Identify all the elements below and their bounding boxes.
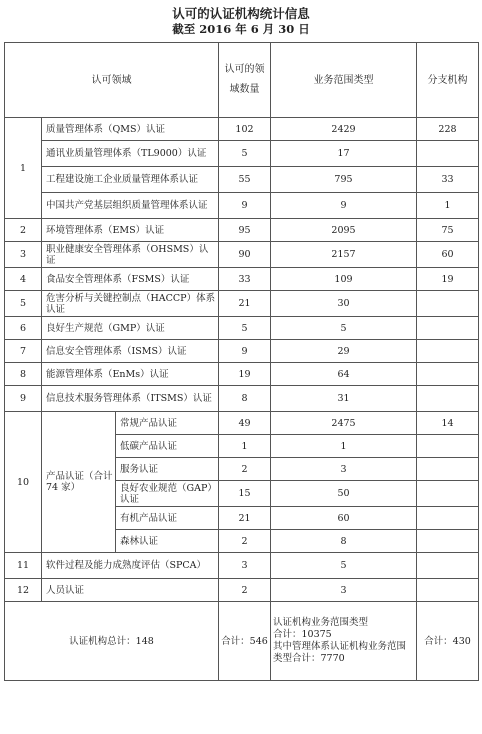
row-branch bbox=[417, 386, 479, 412]
product-sub-name: 低碳产品认证 bbox=[116, 435, 219, 458]
product-sub-name: 服务认证 bbox=[116, 458, 219, 481]
row-count: 19 bbox=[219, 363, 271, 386]
row-branch bbox=[417, 435, 479, 458]
row-number: 11 bbox=[5, 553, 42, 579]
row-field-name: 信息安全管理体系（ISMS）认证 bbox=[42, 340, 219, 363]
row-count: 8 bbox=[219, 386, 271, 412]
table-row bbox=[5, 412, 479, 435]
table-header-row bbox=[5, 43, 479, 118]
total-count: 合计：546 bbox=[219, 602, 271, 681]
total-scope-line-2: 合计：10375 bbox=[273, 629, 332, 640]
row-scope: 64 bbox=[271, 363, 417, 386]
row-scope: 8 bbox=[271, 530, 417, 553]
header-field: 认可领域 bbox=[5, 43, 219, 118]
row-scope: 3 bbox=[271, 458, 417, 481]
row-number: 5 bbox=[5, 291, 42, 317]
table-row bbox=[5, 363, 479, 386]
row-field-name: 能源管理体系（EnMs）认证 bbox=[42, 363, 219, 386]
row-branch: 19 bbox=[417, 268, 479, 291]
row-field-name: 工程建设施工企业质量管理体系认证 bbox=[42, 167, 219, 193]
row-scope: 9 bbox=[271, 193, 417, 219]
row-field-name: 通讯业质量管理体系（TL9000）认证 bbox=[42, 141, 219, 167]
row-field-name: 职业健康安全管理体系（OHSMS）认证 bbox=[42, 242, 219, 268]
row-field-name: 软件过程及能力成熟度评估（SPCA） bbox=[42, 553, 219, 579]
table-row bbox=[5, 193, 479, 219]
row-branch bbox=[417, 458, 479, 481]
table-row bbox=[5, 579, 479, 602]
row-branch: 33 bbox=[417, 167, 479, 193]
table-row bbox=[5, 268, 479, 291]
row-number: 7 bbox=[5, 340, 42, 363]
table-row bbox=[5, 242, 479, 268]
table-row bbox=[5, 317, 479, 340]
row-scope: 17 bbox=[271, 141, 417, 167]
table-row bbox=[5, 141, 479, 167]
row-branch: 1 bbox=[417, 193, 479, 219]
row-count: 9 bbox=[219, 340, 271, 363]
row-branch bbox=[417, 363, 479, 386]
row-count: 21 bbox=[219, 507, 271, 530]
table-row bbox=[5, 291, 479, 317]
row-field-name: 食品安全管理体系（FSMS）认证 bbox=[42, 268, 219, 291]
table-row bbox=[5, 219, 479, 242]
row-scope: 2095 bbox=[271, 219, 417, 242]
page-subtitle: 截至 2016 年 6 月 30 日 bbox=[172, 22, 310, 36]
page-title: 认可的认证机构统计信息 bbox=[172, 6, 310, 21]
row-scope: 1 bbox=[271, 435, 417, 458]
product-group-name: 产品认证（合计 74 家） bbox=[42, 412, 116, 553]
row-branch bbox=[417, 481, 479, 507]
row-count: 5 bbox=[219, 317, 271, 340]
row-field-name: 中国共产党基层组织质量管理体系认证 bbox=[42, 193, 219, 219]
row-field-name: 质量管理体系（QMS）认证 bbox=[42, 118, 219, 141]
row-scope: 31 bbox=[271, 386, 417, 412]
row-scope: 2475 bbox=[271, 412, 417, 435]
row-scope: 2429 bbox=[271, 118, 417, 141]
row-count: 55 bbox=[219, 167, 271, 193]
row-count: 2 bbox=[219, 530, 271, 553]
row-scope: 29 bbox=[271, 340, 417, 363]
row-count: 102 bbox=[219, 118, 271, 141]
row-branch bbox=[417, 340, 479, 363]
row-branch bbox=[417, 553, 479, 579]
row-count: 1 bbox=[219, 435, 271, 458]
row-scope: 60 bbox=[271, 507, 417, 530]
row-count: 9 bbox=[219, 193, 271, 219]
row-branch: 75 bbox=[417, 219, 479, 242]
row-branch: 14 bbox=[417, 412, 479, 435]
row-branch bbox=[417, 530, 479, 553]
row-count: 33 bbox=[219, 268, 271, 291]
total-institutions: 认证机构总计：148 bbox=[5, 602, 219, 681]
row-scope: 5 bbox=[271, 317, 417, 340]
row-branch bbox=[417, 507, 479, 530]
row-number: 2 bbox=[5, 219, 42, 242]
row-number: 3 bbox=[5, 242, 42, 268]
product-sub-name: 森林认证 bbox=[116, 530, 219, 553]
row-branch bbox=[417, 291, 479, 317]
table-row bbox=[5, 118, 479, 141]
row-count: 2 bbox=[219, 579, 271, 602]
row-scope: 109 bbox=[271, 268, 417, 291]
row-field-name: 良好生产规范（GMP）认证 bbox=[42, 317, 219, 340]
row-branch: 228 bbox=[417, 118, 479, 141]
row-count: 3 bbox=[219, 553, 271, 579]
product-sub-name: 良好农业规范（GAP）认证 bbox=[116, 481, 219, 507]
row-count: 15 bbox=[219, 481, 271, 507]
totals-row bbox=[5, 602, 479, 681]
row-count: 2 bbox=[219, 458, 271, 481]
row-number: 1 bbox=[5, 118, 42, 219]
row-count: 90 bbox=[219, 242, 271, 268]
row-field-name: 人员认证 bbox=[42, 579, 219, 602]
row-field-name: 环境管理体系（EMS）认证 bbox=[42, 219, 219, 242]
row-branch bbox=[417, 141, 479, 167]
product-sub-name: 常规产品认证 bbox=[116, 412, 219, 435]
row-scope: 50 bbox=[271, 481, 417, 507]
row-branch: 60 bbox=[417, 242, 479, 268]
header-scope: 业务范围类型 bbox=[271, 43, 417, 118]
row-count: 49 bbox=[219, 412, 271, 435]
row-scope: 2157 bbox=[271, 242, 417, 268]
header-count: 认可的领域数量 bbox=[219, 43, 271, 118]
row-scope: 795 bbox=[271, 167, 417, 193]
row-count: 5 bbox=[219, 141, 271, 167]
row-count: 21 bbox=[219, 291, 271, 317]
row-number: 9 bbox=[5, 386, 42, 412]
row-branch bbox=[417, 317, 479, 340]
row-scope: 3 bbox=[271, 579, 417, 602]
header-branch: 分支机构 bbox=[417, 43, 479, 118]
statistics-table bbox=[4, 42, 479, 681]
product-sub-name: 有机产品认证 bbox=[116, 507, 219, 530]
total-scope-line-3: 其中管理体系认证机构业务范围类型合计：7770 bbox=[273, 641, 407, 664]
table-row bbox=[5, 553, 479, 579]
row-field-name: 危害分析与关键控制点（HACCP）体系认证 bbox=[42, 291, 219, 317]
row-number: 4 bbox=[5, 268, 42, 291]
total-branch: 合计：430 bbox=[417, 602, 479, 681]
row-count: 95 bbox=[219, 219, 271, 242]
row-number: 12 bbox=[5, 579, 42, 602]
table-row bbox=[5, 386, 479, 412]
row-branch bbox=[417, 579, 479, 602]
row-number: 8 bbox=[5, 363, 42, 386]
row-field-name: 信息技术服务管理体系（ITSMS）认证 bbox=[42, 386, 219, 412]
table-row bbox=[5, 167, 479, 193]
table-row bbox=[5, 340, 479, 363]
row-number: 6 bbox=[5, 317, 42, 340]
total-scope bbox=[271, 602, 417, 681]
row-scope: 30 bbox=[271, 291, 417, 317]
total-scope-line-1: 认证机构业务范围类型 bbox=[273, 617, 369, 628]
row-number: 10 bbox=[5, 412, 42, 553]
row-scope: 5 bbox=[271, 553, 417, 579]
